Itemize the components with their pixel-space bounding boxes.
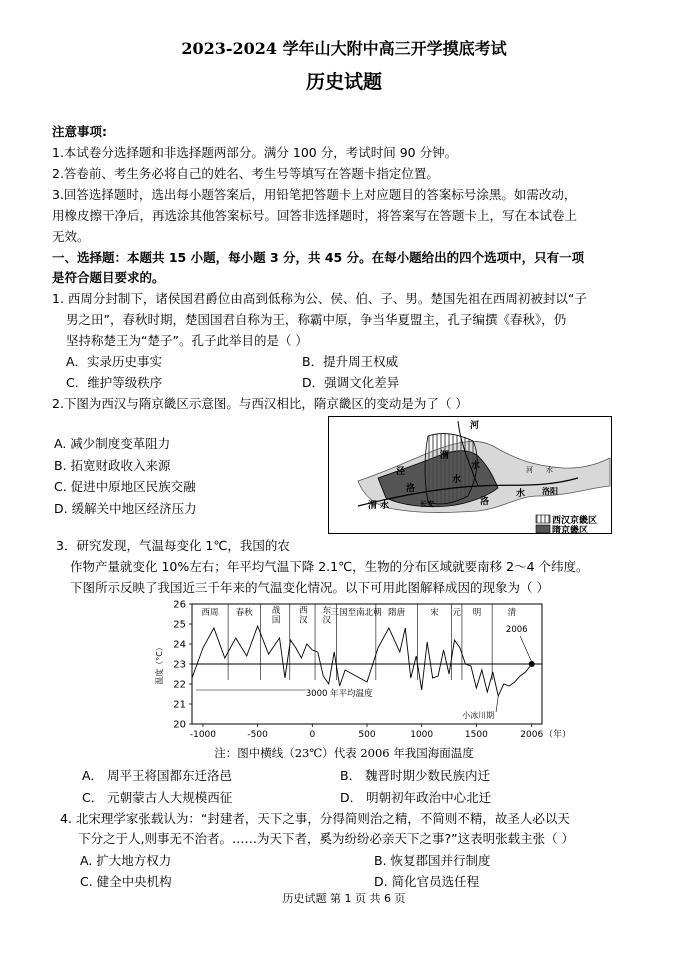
q1-option-c[interactable]: C．维护等级秩序 — [66, 375, 163, 390]
q2-map — [328, 416, 612, 534]
x-tick-label: 0 — [309, 730, 316, 740]
q3-option-a[interactable]: A． 周平王将国都东迁洛邑 — [82, 768, 233, 783]
map-label: 河 — [470, 421, 480, 431]
ice-age-arrow — [496, 696, 498, 712]
map-label: 渭 — [440, 451, 450, 461]
q4-option-a[interactable]: A. 扩大地方权力 — [80, 853, 172, 868]
map-label: 洛 — [480, 497, 490, 507]
period-label: 东汉 — [320, 605, 331, 625]
x-tick-label: 500 — [358, 730, 376, 740]
y-tick-label: 23 — [173, 659, 186, 671]
period-label: 西周 — [201, 608, 219, 618]
legend-sui-swatch — [536, 525, 550, 533]
notice-line: 1.本试卷分选择题和非选择题两部分。满分 100 分，考试时间 90 分钟。 — [52, 145, 458, 160]
y-tick-label: 25 — [173, 619, 186, 631]
x-tick-label: 2006 — [520, 730, 544, 740]
x-tick-label: 1500 — [464, 730, 488, 740]
q2-option-c[interactable]: C. 促进中原地区民族交融 — [54, 479, 196, 494]
y-tick-label: 26 — [173, 599, 186, 611]
map-label: 水 — [380, 501, 390, 511]
legend-han-label: 西汉京畿区 — [552, 516, 598, 526]
q1-stem: 坚持称楚王为“楚子”。孔子此举目的是（ ） — [66, 333, 308, 348]
x-tick-label: -1000 — [189, 730, 217, 740]
annotation-little-ice-age: 小冰川期 — [462, 711, 495, 720]
map-label: 洛 — [406, 484, 416, 494]
temperature-chart — [150, 598, 572, 744]
q1-option-a[interactable]: A．实录历史事实 — [66, 354, 163, 369]
map-label: 水 — [452, 475, 462, 485]
annotation-arrow — [520, 636, 532, 662]
q4-stem: 下分之于人,则事无不治者。……为天下者，奚为纷纷必亲天下之事?”这表明张载主张（ ） — [78, 831, 575, 846]
period-label: 明 — [472, 608, 482, 618]
q1-option-d[interactable]: D．强调文化差异 — [302, 375, 400, 390]
map-label: 水 — [546, 466, 553, 474]
period-label: 三国至南北朝 — [330, 608, 382, 618]
q2-option-b[interactable]: B. 拓宽财政收入来源 — [54, 458, 171, 473]
legend-sui-label: 隋京畿区 — [552, 526, 589, 536]
q1-stem: 1. 西周分封制下，诸侯国君爵位由高到低称为公、侯、伯、子、男。楚国先祖在西周初被封以“子 — [52, 291, 587, 306]
q2-stem: 2.下图为西汉与隋京畿区示意图。与西汉相比，隋京畿区的变动是为了（ ） — [52, 396, 468, 411]
section-heading: 一、选择题：本题共 15 小题，每小题 3 分，共 45 分。在每小题给出的四个选项中，只有一项 — [52, 250, 585, 265]
map-han-region — [425, 434, 477, 504]
y-tick-label: 20 — [173, 719, 186, 731]
notice-line: 2.答卷前、考生务必将自己的姓名、考生号等填写在答题卡指定位置。 — [52, 166, 439, 181]
q3-option-b[interactable]: B． 魏晋时期少数民族内迁 — [340, 768, 491, 783]
y-axis-label: 温度（°C） — [155, 643, 164, 685]
period-label: 春秋 — [235, 608, 253, 618]
y-tick-label: 21 — [173, 699, 186, 711]
q2-option-a[interactable]: A. 减少制度变革阻力 — [54, 436, 171, 451]
q4-option-d[interactable]: D. 简化官员选任程 — [374, 874, 480, 889]
page-footer: 历史试题 第 1 页 共 6 页 — [282, 892, 406, 905]
q3-option-d[interactable]: D． 明朝初年政治中心北迁 — [340, 790, 492, 805]
map-label: 洛阳 — [542, 487, 558, 496]
x-axis-label: （年） — [544, 730, 572, 740]
q1-stem: 男之田”，春秋时期，楚国国君自称为王，称霸中原，争当华夏盟主，孔子编撰《春秋》，仍 — [66, 312, 567, 327]
q4-option-b[interactable]: B. 恢复郡国并行制度 — [374, 853, 491, 868]
period-label: 西汉 — [297, 605, 308, 625]
legend-han-swatch — [536, 515, 550, 523]
y-tick-label: 22 — [173, 679, 186, 691]
q3-stem: 下图所示反映了我国近三千年来的气温变化情况。以下可用此图解释成因的现象为（ ） — [70, 580, 549, 595]
q4-stem: 4. 北宋理学家张载认为：“封建者，天下之事，分得简则治之精，不简则不精，故圣人必以天 — [60, 811, 570, 826]
annotation-2006: 2006 — [505, 625, 528, 635]
map-label: 河 — [526, 466, 533, 474]
period-label: 宋 — [430, 608, 439, 618]
exam-title: 2023-2024 学年山大附中高三开学摸底考试 — [181, 39, 507, 58]
map-label: 渭 — [368, 501, 378, 511]
notice-heading: 注意事项: — [52, 124, 107, 139]
section-heading: 是符合题目要求的。 — [52, 270, 165, 285]
exam-subtitle: 历史试题 — [305, 71, 382, 93]
period-label: 元 — [452, 608, 461, 618]
q1-option-b[interactable]: B．提升周王权威 — [302, 354, 399, 369]
notice-line: 用橡皮擦干净后，再选涂其他答案标号。回答非选择题时，将答案写在答题卡上，写在本试卷上 — [52, 208, 578, 223]
temperature-series-line — [192, 626, 532, 696]
notice-line: 无效。 — [52, 229, 90, 244]
y-tick-label: 24 — [173, 639, 186, 651]
x-tick-label: -500 — [247, 730, 268, 740]
map-label: 长安 — [420, 500, 434, 508]
x-tick-label: 1000 — [410, 730, 434, 740]
q3-stem: 作物产量就变化 10%左右；年平均气温下降 2.1℃，生物的分布区域就要南移 2～4 个纬度。 — [70, 559, 589, 574]
q3-stem: 3．研究发现，气温每变化 1℃，我国的农 — [56, 538, 290, 553]
map-label: 水 — [471, 461, 481, 471]
q3-option-c[interactable]: C． 元朝蒙古人大规模西征 — [82, 790, 233, 805]
period-label: 隋唐 — [388, 608, 406, 618]
q3-note: 注：图中横线（23℃）代表 2006 年我国海面温度 — [214, 746, 474, 760]
map-label: 水 — [516, 489, 526, 499]
q2-option-d[interactable]: D. 缓解关中地区经济压力 — [54, 501, 197, 516]
annotation-avg-temp: 3000 年平均温度 — [305, 689, 373, 699]
notice-line: 3.回答选择题时，选出每小题答案后，用铅笔把答题卡上对应题目的答案标号涂黑。如需改动， — [52, 187, 577, 202]
period-label: 战国 — [270, 605, 281, 625]
period-label: 清 — [507, 608, 517, 618]
map-label: 泾 — [396, 467, 406, 477]
q4-option-c[interactable]: C. 健全中央机构 — [80, 874, 172, 889]
